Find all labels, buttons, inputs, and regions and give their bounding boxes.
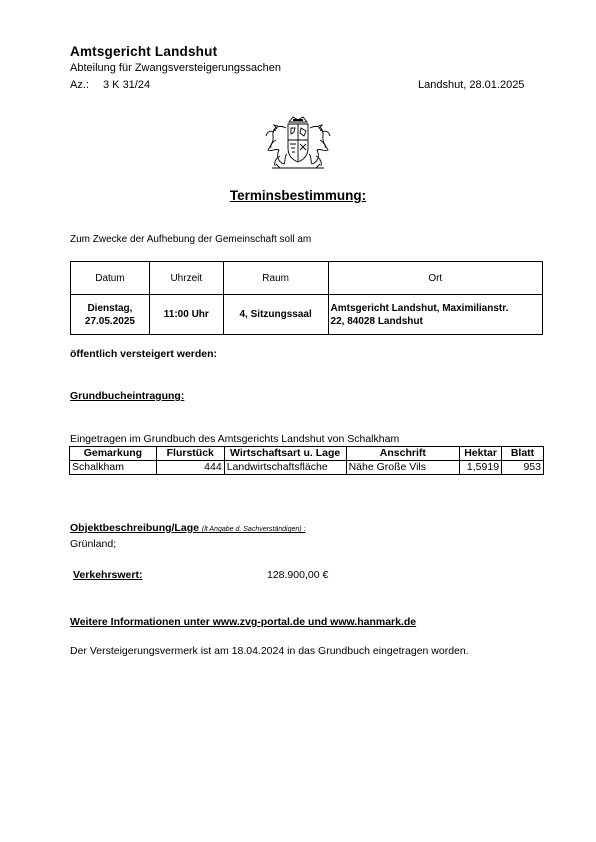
appointment-place <box>328 295 542 335</box>
cell-anschrift: Nähe Große Vils <box>346 461 460 475</box>
appointment-row <box>71 295 543 335</box>
appointment-time: 11:00 Uhr <box>149 295 223 335</box>
header-uhrzeit: Uhrzeit <box>149 262 223 295</box>
appointment-header-row <box>71 262 543 295</box>
appointment-place-line2: 22, 84028 Landshut <box>330 315 423 327</box>
market-value-label: Verkehrswert: <box>73 569 143 581</box>
place-date: Landshut, 28.01.2025 <box>418 79 525 91</box>
object-description-note: (lt Angabe d. Sachverständigen) : <box>201 526 306 533</box>
document-title: Terminsbestimmung: <box>229 188 367 203</box>
court-name: Amtsgericht Landshut <box>70 44 218 59</box>
grundbuch-line: Eingetragen im Grundbuch des Amtsgerichts Landshut von Schalkham <box>70 433 400 445</box>
appointment-room: 4, Sitzungssaal <box>223 295 328 335</box>
department: Abteilung für Zwangsversteigerungssachen <box>70 62 281 74</box>
cell-wirtschaftsart: Landwirtschaftsfläche <box>224 461 346 475</box>
table-row <box>70 461 544 475</box>
header-anschrift: Anschrift <box>346 447 460 461</box>
header-blatt: Blatt <box>502 447 544 461</box>
grundbuch-heading: Grundbucheintragung: <box>70 390 185 402</box>
appointment-weekday: Dienstag, <box>87 302 133 314</box>
appointment-table <box>70 261 543 335</box>
header-gemarkung: Gemarkung <box>70 447 157 461</box>
object-description-heading <box>70 522 306 534</box>
cell-gemarkung: Schalkham <box>70 461 157 475</box>
header-hektar: Hektar <box>460 447 502 461</box>
register-note: Der Versteigerungsvermerk ist am 18.04.2024 in das Grundbuch eingetragen worden. <box>70 645 469 657</box>
land-register-header-row <box>70 447 544 461</box>
appointment-date-value: 27.05.2025 <box>84 315 135 327</box>
header-ort: Ort <box>328 262 542 295</box>
header-raum: Raum <box>223 262 328 295</box>
land-register-table <box>69 446 544 475</box>
cell-flurstueck: 444 <box>156 461 224 475</box>
bavarian-coat-of-arms-icon <box>262 112 334 172</box>
appointment-date <box>71 295 150 335</box>
object-description-title: Objektbeschreibung/Lage <box>70 522 199 534</box>
sold-text: öffentlich versteigert werden: <box>70 348 218 360</box>
more-info-link[interactable]: Weitere Informationen unter www.zvg-portal.de und www.hanmark.de <box>70 616 417 628</box>
file-number-label: Az.: <box>70 79 89 91</box>
header-flurstueck: Flurstück <box>156 447 224 461</box>
file-number: 3 K 31/24 <box>103 79 151 91</box>
market-value: 128.900,00 € <box>267 569 329 581</box>
intro-text: Zum Zwecke der Aufhebung der Gemeinschaft soll am <box>70 234 312 245</box>
cell-hektar: 1,5919 <box>460 461 502 475</box>
header-datum: Datum <box>71 262 150 295</box>
header-wirtschaftsart: Wirtschaftsart u. Lage <box>224 447 346 461</box>
object-description-text: Grünland; <box>70 538 117 550</box>
cell-blatt: 953 <box>502 461 544 475</box>
appointment-place-line1: Amtsgericht Landshut, Maximilianstr. <box>330 302 509 314</box>
